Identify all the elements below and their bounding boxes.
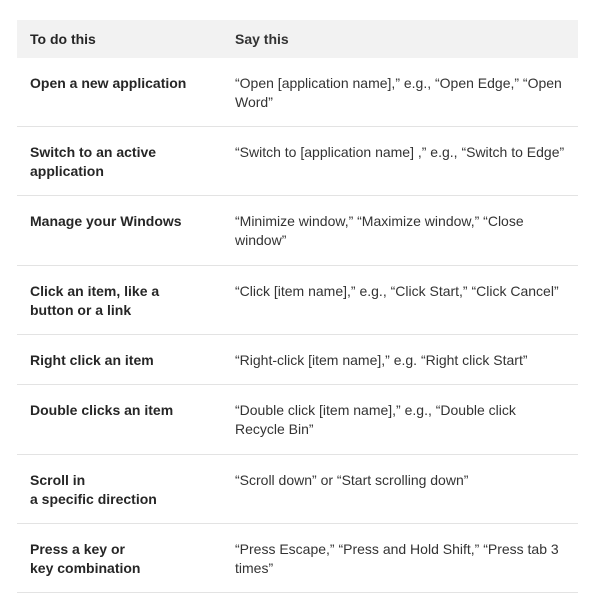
table-row (17, 524, 578, 593)
say-cell: “Press Escape,” “Press and Hold Shift,” “Press tab 3 times” (235, 541, 559, 576)
action-cell: Switch to an active application (30, 144, 157, 179)
say-cell: “Scroll down” or “Start scrolling down” (235, 472, 469, 488)
voice-commands-table (17, 20, 578, 593)
header-to-do-this: To do this (30, 31, 96, 47)
say-cell: “Click [item name],” e.g., “Click Start,” “Click Cancel” (235, 283, 559, 299)
table-row (17, 58, 578, 127)
action-cell: Right click an item (30, 352, 154, 368)
table-row (17, 335, 578, 385)
table-row (17, 196, 578, 266)
action-cell: Open a new application (30, 75, 187, 91)
table-header (17, 20, 578, 58)
table-row (17, 455, 578, 524)
say-cell: “Switch to [application name] ,” e.g., “Switch to Edge” (235, 144, 565, 160)
table-row (17, 266, 578, 335)
action-cell: Press a key or key combination (30, 541, 141, 576)
table-row (17, 385, 578, 455)
table-row (17, 127, 578, 196)
action-cell: Scroll in a specific direction (30, 472, 157, 507)
say-cell: “Right-click [item name],” e.g. “Right click Start” (235, 352, 528, 368)
say-cell: “Double click [item name],” e.g., “Double click Recycle Bin” (235, 402, 516, 437)
header-say-this: Say this (235, 31, 289, 47)
say-cell: “Minimize window,” “Maximize window,” “Close window” (235, 213, 524, 248)
action-cell: Double clicks an item (30, 402, 174, 418)
say-cell: “Open [application name],” e.g., “Open Edge,” “Open Word” (235, 75, 562, 110)
action-cell: Manage your Windows (30, 213, 182, 229)
action-cell: Click an item, like a button or a link (30, 283, 160, 318)
